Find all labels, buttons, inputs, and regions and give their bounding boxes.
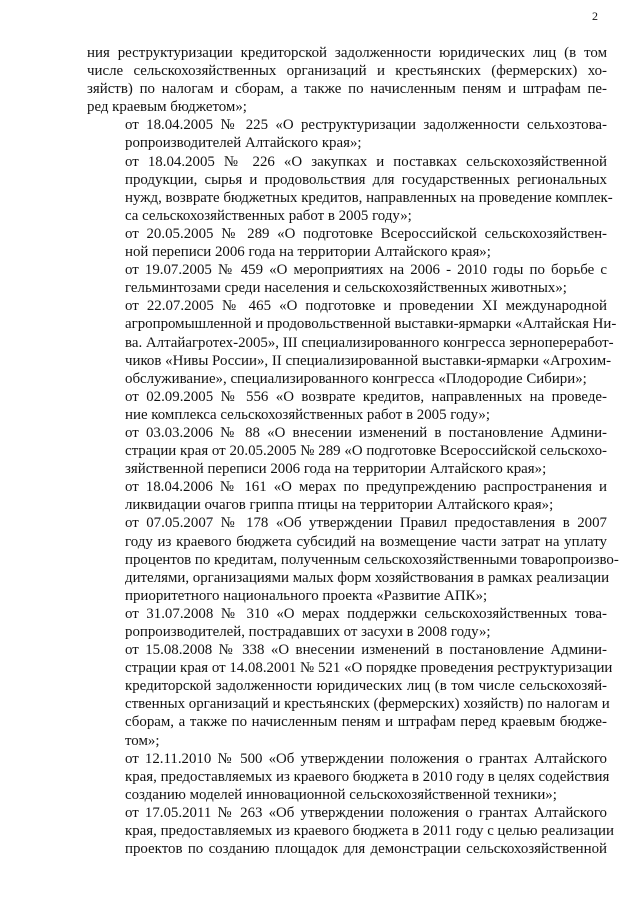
- text-line: са сельскохозяйственных работ в 2005 году»;: [125, 207, 412, 224]
- text-line: от 20.05.2005 № 289 «О подготовке Всероссийской сельскохозяйствен-: [125, 225, 607, 242]
- text-line: году из краевого бюджета субсидий на возмещение части затрат на уплату: [125, 533, 607, 550]
- text-line: числе сельскохозяйственных организаций и крестьянских (фермерских) хо-: [87, 63, 607, 80]
- text-line: от 19.07.2005 № 459 «О мероприятиях на 2006 - 2010 годы по борьбе с: [125, 262, 607, 279]
- text-line: от 18.04.2005 № 225 «О реструктуризации задолженности сельхозтова-: [125, 117, 607, 134]
- text-line: ропроизводителей, пострадавших от засухи в 2008 году»;: [125, 624, 491, 640]
- text-line: ред краевым бюджетом»;: [87, 99, 247, 116]
- text-line: агропромышленной и продовольственной выставки-ярмарки «Алтайская Ни-: [125, 316, 617, 333]
- text-line: дителями, организациями малых форм хозяйствования в рамках реализации: [125, 569, 610, 586]
- text-line: от 17.05.2011 № 263 «Об утверждении положения о грантах Алтайского: [125, 804, 607, 821]
- paragraph: [87, 153, 613, 225]
- text-line: обслуживание», специализированного конгресса «Плодородие Сибири»;: [125, 370, 587, 387]
- text-line: ропроизводителей Алтайского края»;: [125, 135, 362, 152]
- page-number: 2: [592, 9, 598, 23]
- text-line: чиков «Нивы России», II специализированной выставки-ярмарки «Агрохим-: [125, 352, 612, 369]
- text-line: края, предоставляемых из краевого бюджета в 2010 году в целях содействия: [125, 768, 610, 785]
- text-line: от 18.04.2006 № 161 «О мерах по предупреждению распространения и: [125, 479, 607, 496]
- text-line: от 07.05.2007 № 178 «Об утверждении Правил предоставления в 2007: [125, 515, 607, 532]
- paragraph: [87, 424, 607, 478]
- text-line: от 12.11.2010 № 500 «Об утверждении положения о грантах Алтайского: [125, 750, 607, 767]
- text-line: зяйственной переписи 2006 года на территории Алтайского края»;: [125, 461, 547, 478]
- text-line: ственных организаций и крестьянских (фермерских) хозяйств) по налогам и: [125, 696, 610, 713]
- paragraph: [87, 225, 607, 261]
- text-line: ния реструктуризации кредиторской задолженности юридических лиц (в том: [87, 45, 607, 61]
- text-line: приоритетного национального проекта «Развитие АПК»;: [125, 587, 488, 604]
- paragraph: [87, 261, 607, 297]
- text-line: нужд, возврате бюджетных кредитов, направленных на проведение комплек-: [125, 189, 613, 206]
- text-line: сборам, а также по начисленным пеням и штрафам перед краевым бюдже-: [125, 714, 607, 731]
- paragraph: [87, 116, 607, 152]
- text-line: процентов по кредитам, полученным сельскохозяйственными товаропроизво-: [125, 551, 619, 568]
- paragraph: [87, 388, 607, 424]
- paragraph: [87, 514, 619, 604]
- text-line: зяйств) по налогам и сборам, а также по начисленным пеням и штрафам пе-: [87, 81, 607, 98]
- paragraph: [87, 44, 607, 116]
- text-line: продукции, сырья и продовольствия для государственных региональных: [125, 171, 607, 188]
- document-body: [87, 44, 619, 858]
- text-line: том»;: [125, 732, 160, 749]
- text-line: ние комплекса сельскохозяйственных работ в 2005 году»;: [125, 406, 491, 423]
- paragraph: [87, 641, 613, 750]
- text-line: от 22.07.2005 № 465 «О подготовке и проведении XI международной: [125, 298, 607, 315]
- text-line: от 02.09.2005 № 556 «О возврате кредитов, направленных на проведе-: [125, 388, 607, 405]
- paragraph: [87, 297, 617, 387]
- text-line: от 03.03.2006 № 88 «О внесении изменений в постановление Админи-: [125, 424, 607, 441]
- text-line: кредиторской задолженности юридических лиц (в том числе сельскохозяй-: [125, 678, 607, 695]
- text-line: края, предоставляемых из краевого бюджета в 2011 году с целью реализации: [125, 823, 614, 840]
- text-line: ной переписи 2006 года на территории Алтайского края»;: [125, 244, 491, 261]
- text-line: проектов по созданию площадок для демонстрации сельскохозяйственной: [125, 841, 607, 858]
- paragraph: [87, 605, 607, 641]
- text-line: созданию моделей инновационной сельскохозяйственной техники»;: [125, 786, 557, 803]
- paragraph: [87, 750, 610, 804]
- text-line: от 18.04.2005 № 226 «О закупках и поставках сельскохозяйственной: [125, 153, 607, 170]
- text-line: ва. Алтайагротех-2005», III специализированного конгресса зернопереработ-: [125, 334, 614, 351]
- text-line: гельминтозами среди населения и сельскохозяйственных животных»;: [125, 280, 567, 297]
- text-line: от 31.07.2008 № 310 «О мерах поддержки сельскохозяйственных това-: [125, 605, 607, 622]
- text-line: страции края от 14.08.2001 № 521 «О порядке проведения реструктуризации: [125, 660, 613, 677]
- text-line: от 15.08.2008 № 338 «О внесении изменений в постановление Админи-: [125, 642, 607, 659]
- paragraph: [87, 804, 614, 858]
- paragraph: [87, 478, 607, 514]
- text-line: ликвидации очагов гриппа птицы на территории Алтайского края»;: [125, 497, 554, 514]
- text-line: страции края от 20.05.2005 № 289 «О подготовке Всероссийской сельскохо-: [125, 443, 607, 460]
